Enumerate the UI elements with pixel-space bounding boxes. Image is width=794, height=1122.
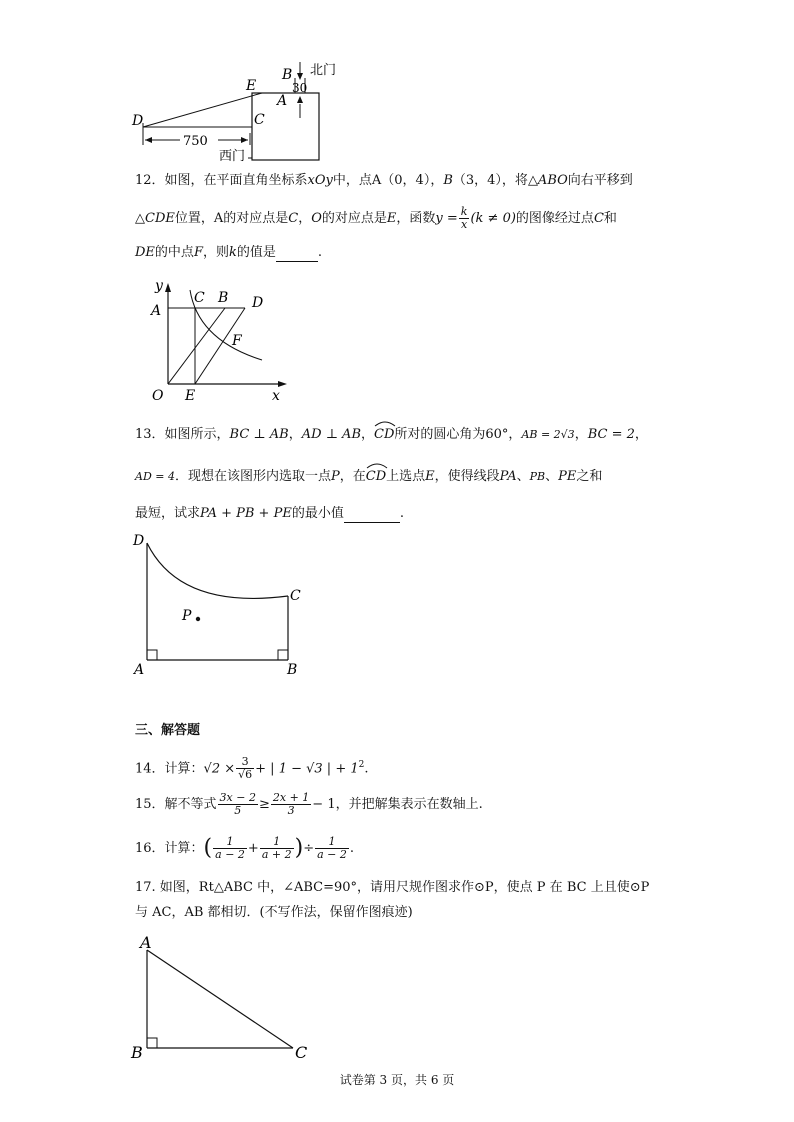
arc-cd-2: CD: [366, 468, 386, 486]
arc-dc: [147, 543, 288, 598]
label-d: D: [252, 295, 264, 311]
fraction-2x+1-over-3: $\frac{2x + 1}{3}$: [272, 791, 310, 817]
label-e: E: [246, 78, 257, 94]
segment-ac: [147, 950, 293, 1048]
label-b: B: [287, 662, 298, 678]
west-gate-label: 西门: [219, 149, 246, 164]
right-angle-b: [147, 1038, 157, 1048]
figure-q17: [130, 928, 320, 1063]
arrow-north-head: [297, 73, 303, 80]
q12-line3: DE的中点F，则k的值是 .: [135, 245, 323, 260]
dist-750: 750: [183, 134, 208, 149]
figure-q13: [130, 528, 310, 678]
arc-mark: [374, 420, 396, 427]
arc-cd: CD: [374, 426, 394, 444]
q16: 16．计算：( $\frac{1}{a - 2}$ + $\frac{1}{a + 2}$ )÷ $\frac{1}{a - 2}$ .: [135, 835, 355, 861]
figure-q12: [145, 275, 295, 405]
q14: 14．计算：√2 × $\frac{3}{√6}$ + | 1 − √3 | + $1^2$.: [135, 755, 369, 782]
arrow-left: [145, 137, 152, 143]
arrow-a-head: [297, 96, 303, 103]
label-c: C: [194, 290, 205, 306]
dist-30: 30: [292, 81, 308, 95]
q13-line2: AD = 4．现想在该图形内选取一点P，在CD 上选点E，使得线段PA、PB、PE之和: [135, 468, 602, 486]
label-b: B: [131, 1043, 143, 1062]
fraction-k-over-x: $\frac{k}{x}$: [460, 205, 468, 231]
label-d: D: [133, 533, 145, 549]
label-x: x: [272, 388, 280, 404]
answer-blank-q13[interactable]: [344, 508, 400, 523]
label-e: E: [185, 388, 196, 404]
q17-line1: 17. 如图，Rt△ABC 中，∠ABC=90°，请用尺规作图求作⊙P，使点 P 在 BC 上且使⊙P: [135, 880, 650, 895]
q17-line2: 与 AC，AB 都相切．(不写作法，保留作图痕迹): [135, 905, 413, 920]
label-d: D: [132, 113, 144, 129]
q15: 15．解不等式 $\frac{3x - 2}{5}$ ≥ $\frac{2x + 1}{3}$ − 1，并把解集表示在数轴上.: [135, 791, 483, 817]
right-angle-b: [278, 650, 288, 660]
x-axis-arrow: [278, 381, 287, 387]
label-c: C: [290, 588, 301, 604]
q12-line1: 12．如图，在平面直角坐标系xOy中，点A（0，4），B（3，4），将△ABO向右平移到: [135, 173, 633, 188]
label-f: F: [232, 333, 242, 349]
north-gate-label: 北门: [310, 63, 337, 78]
label-b: B: [218, 290, 229, 306]
q12-line2: △CDE位置，A的对应点是C，O的对应点是E，函数y = $\frac{k}{x}$ (k ≠ 0)的图像经过点C和: [135, 205, 617, 231]
label-a: A: [277, 93, 288, 109]
label-b: B: [282, 67, 293, 83]
line-de: [143, 93, 262, 127]
fraction-1-over-a-2: $\frac{1}{a - 2}$: [215, 835, 245, 861]
fraction-3x-2-over-5: $\frac{3x - 2}{5}$: [219, 791, 256, 817]
arc-mark: [366, 462, 388, 469]
label-a: A: [151, 303, 162, 319]
page-footer: 试卷第 3 页，共 6 页: [339, 1073, 455, 1087]
label-a: A: [134, 662, 145, 678]
arrow-right: [241, 137, 248, 143]
label-o: O: [152, 388, 164, 404]
fraction-3-over-sqrt6: $\frac{3}{√6}$: [238, 755, 253, 782]
q13-line3: 最短，试求PA + PB + PE的最小值 .: [135, 506, 404, 521]
point-p: [196, 617, 200, 621]
label-c: C: [295, 1043, 308, 1062]
fraction-1-over-a-2-divisor: $\frac{1}{a - 2}$: [317, 835, 347, 861]
segment-ob: [168, 308, 225, 384]
fraction-1-over-a+2: $\frac{1}{a + 2}$: [261, 835, 292, 861]
y-axis-arrow: [165, 283, 171, 292]
figure-q11: [125, 60, 365, 168]
answer-blank-q12[interactable]: [276, 247, 318, 262]
label-c: C: [254, 112, 265, 128]
label-a: A: [140, 933, 152, 952]
right-angle-a: [147, 650, 157, 660]
label-y: y: [155, 278, 163, 294]
q13-line1: 13．如图所示，BC ⊥ AB，AD ⊥ AB，CD 所对的圆心角为60°，AB = 2√3，BC = 2，: [135, 426, 648, 444]
section-heading: 三、解答题: [135, 723, 201, 738]
label-p: P: [182, 608, 192, 624]
